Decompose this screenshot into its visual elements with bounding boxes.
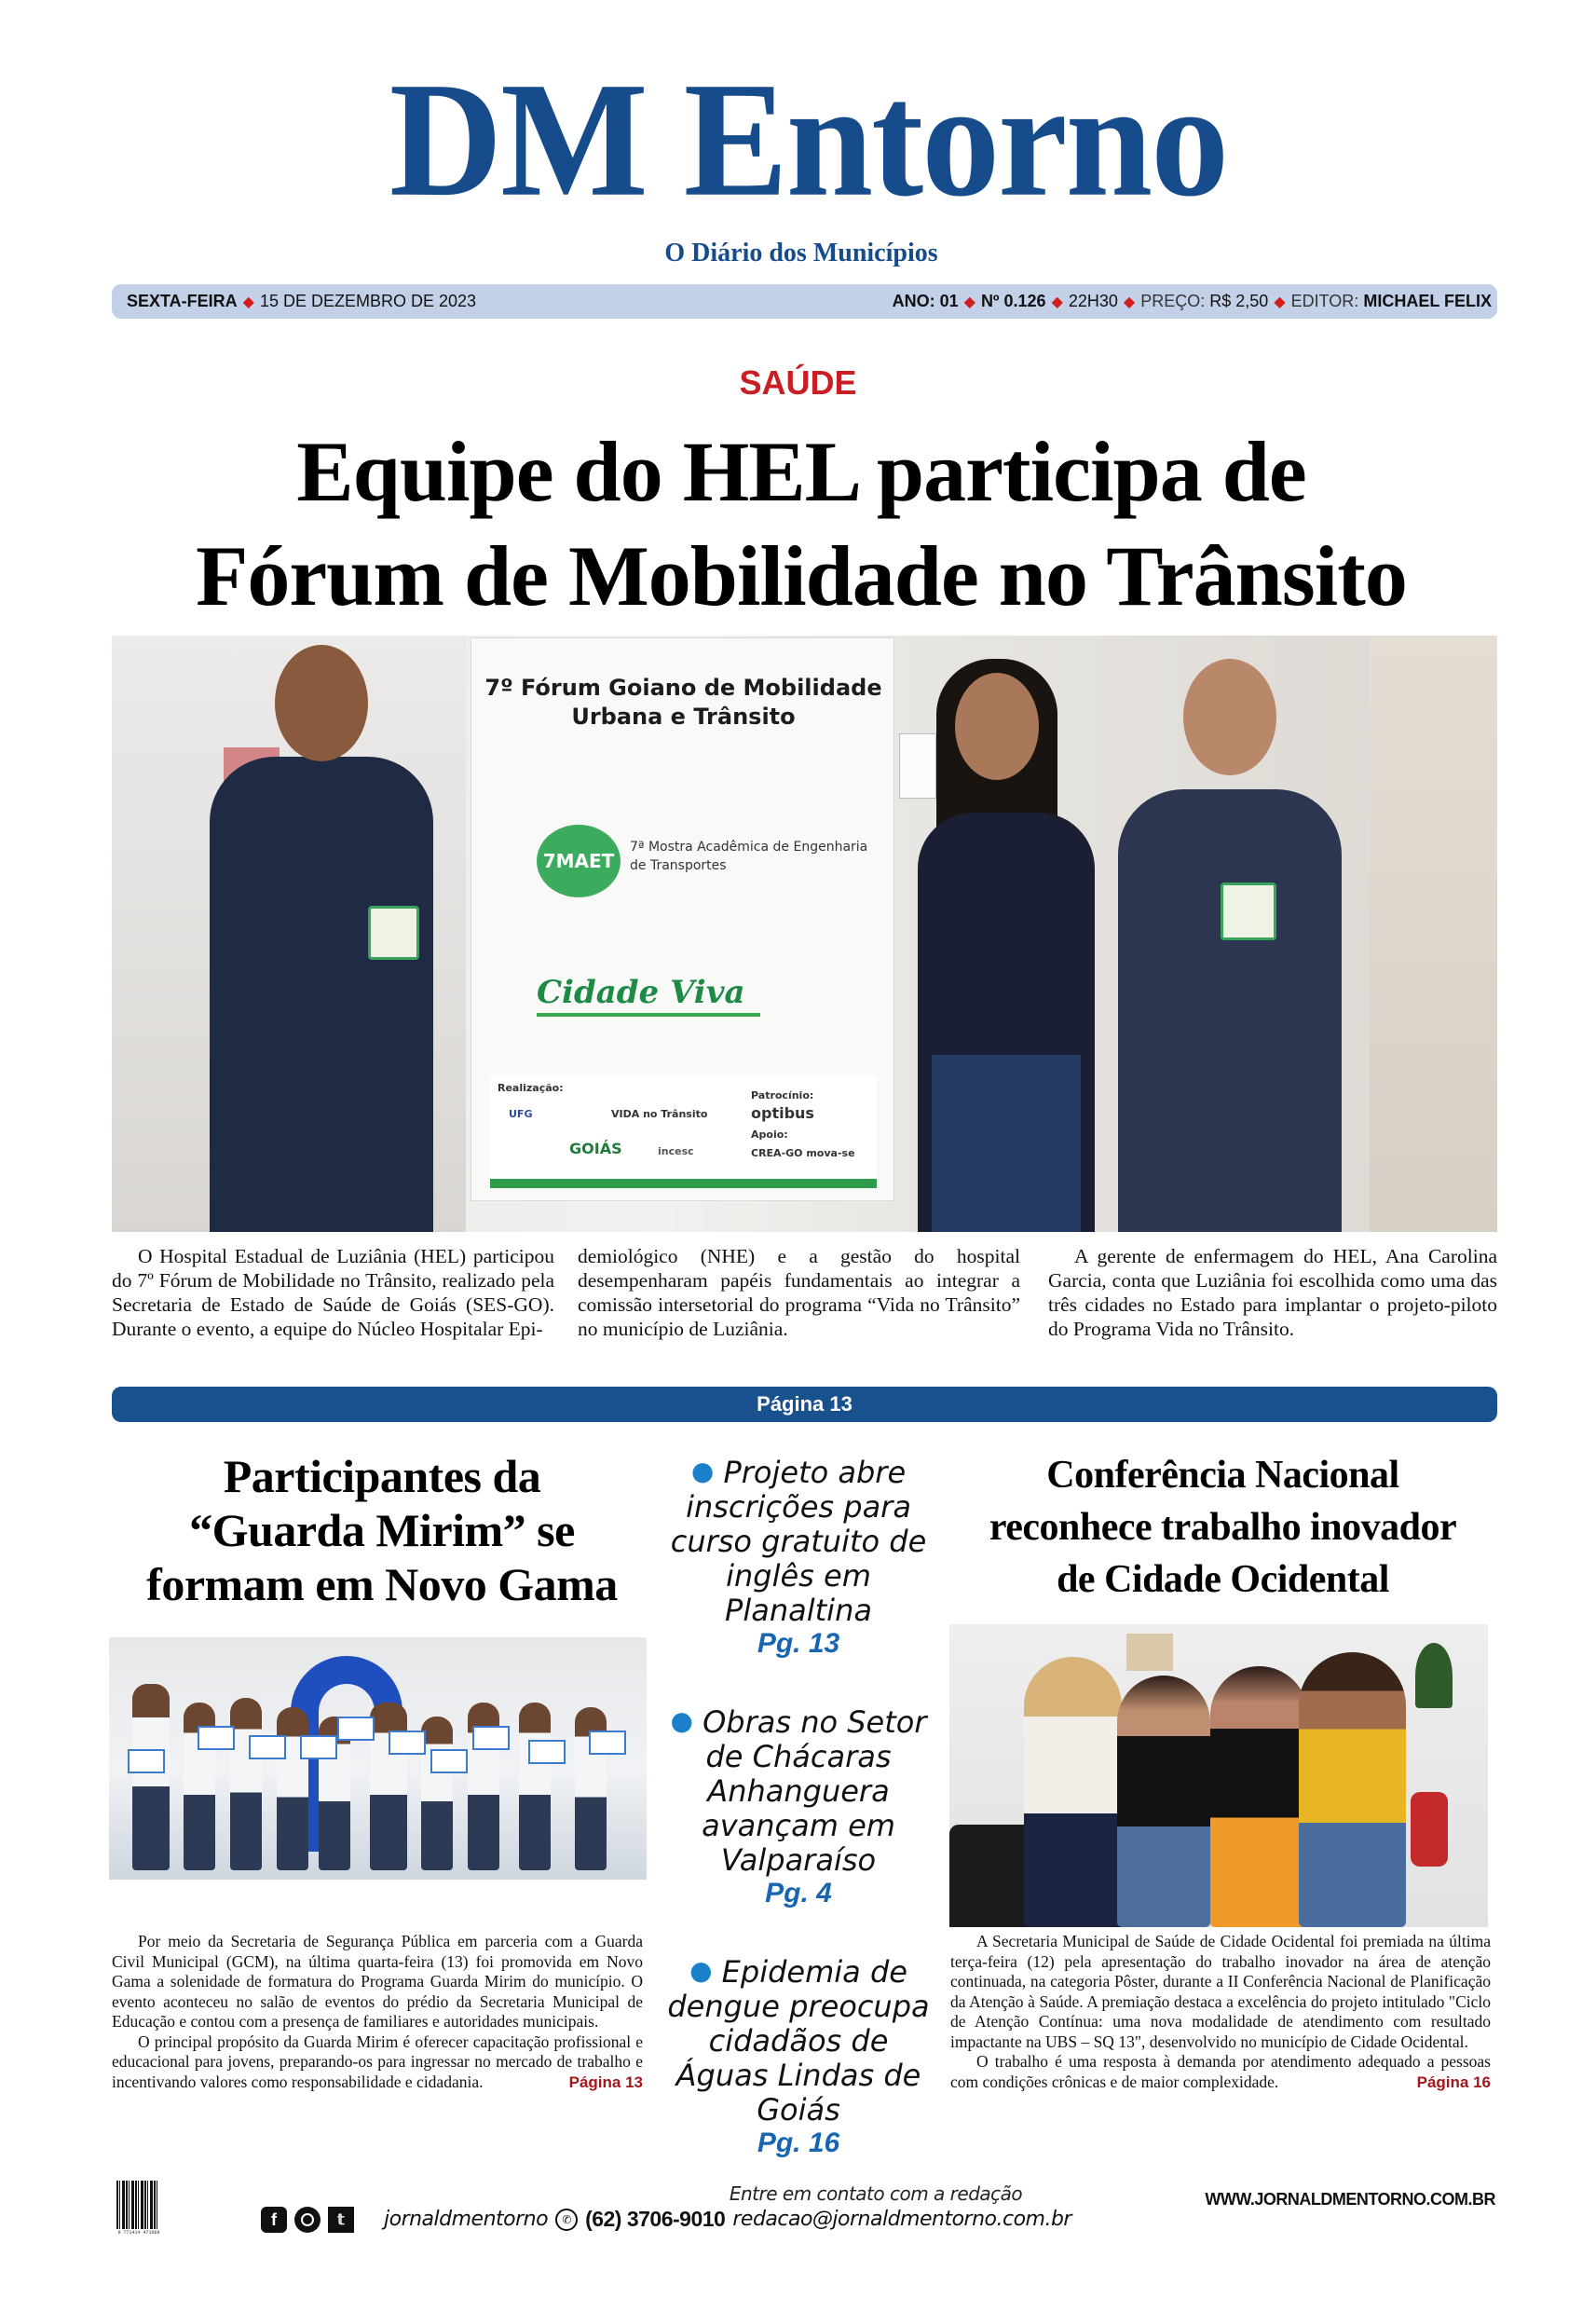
contact-heading: Entre em contato com a redação <box>729 2182 1023 2205</box>
certificate <box>472 1726 510 1750</box>
bullet-icon: ● <box>689 1955 713 1986</box>
barcode-number: 9 771414 471008 <box>117 2230 160 2236</box>
slogan: Cidade Viva <box>537 974 760 1017</box>
certificate <box>528 1740 566 1764</box>
certificate <box>128 1749 165 1773</box>
conferencia-body <box>950 1932 1491 2092</box>
headline-line: “Guarda Mirim” se <box>189 1504 575 1556</box>
teaser-text: Epidemia de dengue preocupa cidadãos de Águas Lindas de Goiás <box>667 1954 930 2127</box>
photo-woman-orange <box>1210 1666 1308 1927</box>
whatsapp-icon: ✆ <box>555 2209 578 2231</box>
photo-man-left <box>210 757 433 1232</box>
photo-red-decoration <box>1411 1792 1448 1867</box>
photo-man-right <box>1118 789 1342 1232</box>
twitter-icon[interactable]: 𝕥 <box>328 2207 354 2233</box>
conferencia-page-link[interactable]: Página 16 <box>1416 2073 1491 2091</box>
maet-logo: 7MAET <box>537 825 621 897</box>
lead-headline[interactable] <box>93 419 1509 628</box>
teaser-text: Obras no Setor de Chácaras Anhanguera avançam em Valparaíso <box>702 1704 927 1878</box>
certificate <box>389 1731 426 1755</box>
lead-page-link[interactable]: Página 13 <box>112 1387 1497 1422</box>
issue-number: Nº 0.126 <box>980 292 1046 310</box>
name-badge <box>368 906 419 960</box>
photo-woman-black <box>1117 1676 1210 1927</box>
guarda-mirim-page-link[interactable]: Página 13 <box>568 2073 643 2091</box>
name-badge <box>1221 882 1276 940</box>
photo-wall-sign <box>899 733 936 799</box>
patrocinio-label: Patrocínio: <box>751 1089 814 1101</box>
sponsor-optibus: optibus <box>751 1104 814 1122</box>
contact-line <box>384 2207 1071 2232</box>
diamond-icon: ◆ <box>242 294 254 310</box>
photo-door <box>1370 636 1497 1232</box>
apoio-sponsors: CREA-GO mova-se <box>751 1147 855 1159</box>
teaser-page-ref: Pg. 4 <box>765 1878 832 1908</box>
paragraph: Por meio da Secretaria de Segurança Pública em parceria com a Guarda Civil Municipal (GCM), na última quarta-feira (13) foi promovida em Novo Gama a solenidade de formatura do Programa Guarda Mirim do município. O evento aconteceu no salão de eventos do prédio da Secretaria Municipal de Educação e contou com a presença de familiares e autoridades municipais. <box>112 1932 643 2031</box>
photo-kid <box>277 1707 308 1870</box>
newspaper-logo: DM Entorno <box>389 48 1228 231</box>
apoio-label: Apoio: <box>751 1129 788 1141</box>
banner-title: 7º Fórum Goiano de Mobilidade Urbana e Trânsito <box>484 675 882 730</box>
partner-vida: VIDA no Trânsito <box>611 1108 708 1120</box>
event-banner <box>471 637 894 1201</box>
phone-number[interactable]: (62) 3706-9010 <box>585 2207 726 2231</box>
guarda-mirim-body <box>112 1932 643 2092</box>
conferencia-photo <box>949 1624 1488 1927</box>
photo-woman-white <box>1024 1657 1122 1927</box>
partner-incesc: incesc <box>658 1145 694 1157</box>
conferencia-headline[interactable] <box>946 1449 1500 1606</box>
photo-woman-yellow <box>1299 1652 1406 1927</box>
certificate <box>198 1726 235 1750</box>
headline-line: reconhece trabalho inovador <box>989 1506 1457 1549</box>
lead-photo <box>112 636 1497 1232</box>
diamond-icon: ◆ <box>1051 294 1063 310</box>
teaser-english-course[interactable] <box>663 1454 934 1660</box>
photo-man-right-head <box>1183 659 1276 775</box>
photo-kid <box>230 1698 262 1870</box>
instagram-icon[interactable] <box>294 2207 321 2233</box>
photo-kid <box>370 1703 407 1870</box>
diamond-icon: ◆ <box>1123 294 1136 310</box>
paragraph <box>112 2032 643 2093</box>
maet-text: 7ª Mostra Acadêmica de Engenharia de Transportes <box>630 840 868 873</box>
photo-kid <box>519 1703 551 1870</box>
realizacao-label: Realização: <box>498 1082 564 1094</box>
photo-woman-head <box>955 673 1039 780</box>
edition-time: 22H30 <box>1068 292 1118 310</box>
paragraph-text: O trabalho é uma resposta à demanda por atendimento adequado a pessoas com condições crônicas e de maior complexidade. <box>950 2052 1491 2091</box>
paragraph: A Secretaria Municipal de Saúde de Cidade Ocidental foi premiada na última terça-feira (12) pela apresentação do trabalho inovador na área de atenção continuada, na categoria Pôster, durante a II Conferência Nacional de Planificação da Atenção à Saúde. A premiação destaca a excelência do projeto intitulado "Ciclo de Atenção Contínua: uma nova modalidade de atendimento com resultado impactante na UBS – SQ 13", desenvolvido no município de Cidade Ocidental. <box>950 1932 1491 2051</box>
photo-kid <box>132 1684 170 1870</box>
editor-label: EDITOR: <box>1290 292 1359 310</box>
email-link[interactable]: redacao@jornaldmentorno.com.br <box>732 2208 1071 2231</box>
headline-line: Conferência Nacional <box>1046 1454 1399 1497</box>
teaser-text: Projeto abre inscrições para curso gratuito de inglês em Planaltina <box>670 1455 927 1628</box>
lead-body-col3: A gerente de enfermagem do HEL, Ana Carolina Garcia, conta que Luziânia foi escolhida como uma das três cidades no Estado para implantar o projeto-piloto do Programa Vida no Trânsito. <box>1048 1245 1497 1340</box>
sponsor-strip <box>490 1076 877 1188</box>
facebook-icon[interactable]: f <box>261 2207 287 2233</box>
certificate <box>249 1735 286 1759</box>
lead-body-col1: O Hospital Estadual de Luziânia (HEL) participou do 7º Fórum de Mobilidade no Trânsito, realizado pela Secretaria de Estado de Saúde de Goiás (SES-GO). Durante o evento, a equipe do Núcleo Hospitalar Epi- <box>112 1245 554 1340</box>
photo-christmas-tree <box>1415 1643 1453 1708</box>
year-label: ANO: 01 <box>892 292 959 310</box>
certificate <box>430 1749 468 1773</box>
social-icons <box>261 2207 354 2233</box>
headline-line: de Cidade Ocidental <box>1057 1558 1389 1601</box>
price-label: PREÇO: <box>1140 292 1206 310</box>
date: 15 DE DEZEMBRO DE 2023 <box>259 292 477 310</box>
photo-man-left-head <box>275 645 368 761</box>
partner-goias: GOIÁS <box>569 1140 622 1157</box>
paragraph-text: O principal propósito da Guarda Mirim é oferecer capacitação profissional e educacional para jovens, preparando-os para ingressar no mercado de trabalho e incentivando valores como responsabilidade e cidadania. <box>112 2032 643 2091</box>
guarda-mirim-headline[interactable] <box>102 1449 662 1611</box>
teaser-dengue[interactable] <box>663 1953 934 2159</box>
paragraph <box>950 2052 1491 2092</box>
headline-line: formam em Novo Gama <box>146 1558 618 1610</box>
certificate <box>337 1717 375 1741</box>
bullet-icon: ● <box>690 1456 715 1486</box>
section-label: SAÚDE <box>739 363 857 402</box>
newspaper-tagline: O Diário dos Municípios <box>664 239 938 267</box>
diamond-icon: ◆ <box>963 294 975 310</box>
partner-ufg: UFG <box>509 1108 533 1120</box>
price: R$ 2,50 <box>1209 292 1269 310</box>
bullet-icon: ● <box>670 1705 693 1736</box>
guarda-mirim-photo <box>109 1637 647 1880</box>
lead-body-col2: demiológico (NHE) e a gestão do hospital desempenharam papéis fundamentais ao integrar a comissão intersetorial do programa “Vida no Trânsito” no município de Luziânia. <box>578 1245 1020 1340</box>
dateline-bar <box>112 284 1497 319</box>
diamond-icon: ◆ <box>1274 294 1286 310</box>
certificate <box>300 1735 337 1759</box>
teaser-obras-valparaiso[interactable] <box>663 1703 934 1909</box>
teaser-page-ref: Pg. 13 <box>757 1628 840 1659</box>
headline-line: Participantes da <box>223 1450 541 1502</box>
dateline-left <box>127 292 476 311</box>
social-handle[interactable]: jornaldmentorno <box>384 2208 549 2231</box>
weekday: SEXTA-FEIRA <box>127 292 238 310</box>
editor-name: MICHAEL FELIX <box>1363 292 1492 310</box>
lead-headline-line2: Fórum de Mobilidade no Trânsito <box>196 528 1407 623</box>
barcode <box>116 2181 159 2229</box>
certificate <box>589 1731 626 1755</box>
dateline-right <box>893 292 1492 311</box>
photo-frame <box>1126 1634 1173 1671</box>
lead-headline-line1: Equipe do HEL participa de <box>296 424 1306 519</box>
photo-woman-jeans <box>932 1055 1081 1232</box>
photo-kid <box>421 1717 453 1870</box>
website-link[interactable]: WWW.JORNALDMENTORNO.COM.BR <box>1205 2190 1495 2209</box>
teaser-page-ref: Pg. 16 <box>757 2127 840 2158</box>
